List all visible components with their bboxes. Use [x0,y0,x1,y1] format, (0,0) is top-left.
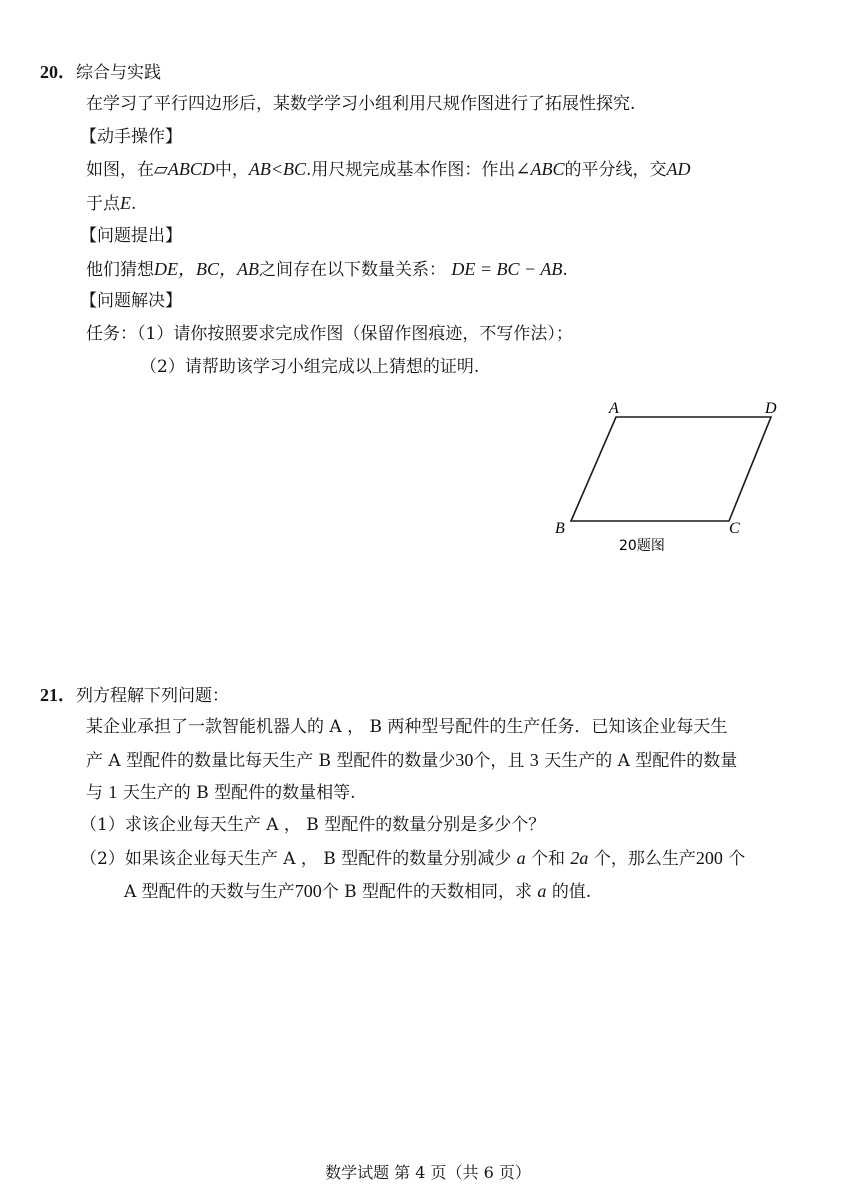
text-segment: .用尺规完成基本作图：作出 [305,160,516,180]
q20-operation-line1 [86,158,690,181]
parallelogram-abcd [571,417,771,521]
q20-operation-line2 [86,192,136,215]
number-1: 1 [108,782,118,802]
q21-para-line3 [86,781,356,804]
q20-intro: 在学习了平行四边形后，某数学学习小组利用尺规作图进行了拓展性探究. [86,94,636,114]
number-200: 200 [695,848,723,868]
q20-number: 20． [40,62,76,82]
math-variable-2a: 2a [570,848,589,868]
q21-para-line2 [86,749,737,772]
text-segment: A 型配件的天数与生产 [124,882,295,902]
text-segment: 产 A 型配件的数量比每天生产 B 型配件的数量少 [86,751,456,771]
vertex-label-c: C [729,520,740,537]
q20-operation-heading: 【动手操作】 [80,127,182,147]
math-variable-a: a [537,881,547,901]
text-segment: 中， [214,160,249,180]
text-segment: 他们猜想 [86,260,154,280]
q20-problem-line [86,258,568,281]
q21-subquestion2-line2 [124,880,591,903]
q20-solve-heading: 【问题解决】 [80,291,182,311]
vertex-label-d: D [765,400,777,417]
text-segment: 如图，在 [86,160,154,180]
number-700: 700 [294,881,322,901]
number-30: 30 [455,750,474,770]
text-segment: 于点 [86,194,120,214]
text-segment: . [562,260,568,280]
text-segment: 之间存在以下数量关系： [259,260,446,280]
figure-caption: 20题图 [619,538,665,554]
q20-task1: 任务：（1）请你按照要求完成作图（保留作图痕迹，不写作法）； [86,324,573,344]
q21-subquestion1: （1）求该企业每天生产 A ， B 型配件的数量分别是多少个？ [80,815,546,835]
text-segment: 个，且 [473,751,525,771]
text-segment: 个 B 型配件的天数相同，求 [321,882,532,902]
math-variables: DE，BC，AB [154,259,259,279]
q21-title-line [40,684,229,707]
q20-title-line [40,61,161,84]
text-segment: 的值. [551,882,592,902]
text-segment: 的平分线，交 [564,160,667,180]
page-footer: 数学试题 第 4 页（共 6 页） [325,1163,531,1182]
text-segment: 个，那么生产 [593,849,696,869]
text-segment: 个 [728,849,746,869]
math-angle: ∠ABC [515,159,565,179]
q20-title: 综合与实践 [76,63,161,83]
parallelogram-symbol: ▱ABCD [154,159,215,179]
math-point: E [120,193,131,213]
text-segment: 天生产的 B 型配件的数量相等. [122,783,356,803]
q21-subquestion2-line1 [80,847,745,870]
math-equation: DE = BC − AB [451,259,563,279]
text-segment: 与 [86,783,103,803]
q21-number: 21． [40,685,76,705]
text-segment: （2）如果该企业每天生产 A ， B 型配件的数量分别减少 [80,849,512,869]
number-3: 3 [529,750,539,770]
vertex-label-b: B [555,520,565,537]
q20-problem-heading: 【问题提出】 [80,226,182,246]
math-variable-a: a [516,848,526,868]
text-segment: 个和 [531,849,566,869]
q21-para-line1: 某企业承担了一款智能机器人的 A ， B 两种型号配件的生产任务．已知该企业每天生 [86,717,728,737]
math-segment: AD [666,159,691,179]
text-segment: . [131,194,137,214]
q21-title: 列方程解下列问题： [76,686,229,706]
math-inequality: AB<BC [248,159,306,179]
text-segment: 天生产的 A 型配件的数量 [544,751,738,771]
q20-task2: （2）请帮助该学习小组完成以上猜想的证明. [140,357,480,377]
vertex-label-a: A [609,400,619,417]
